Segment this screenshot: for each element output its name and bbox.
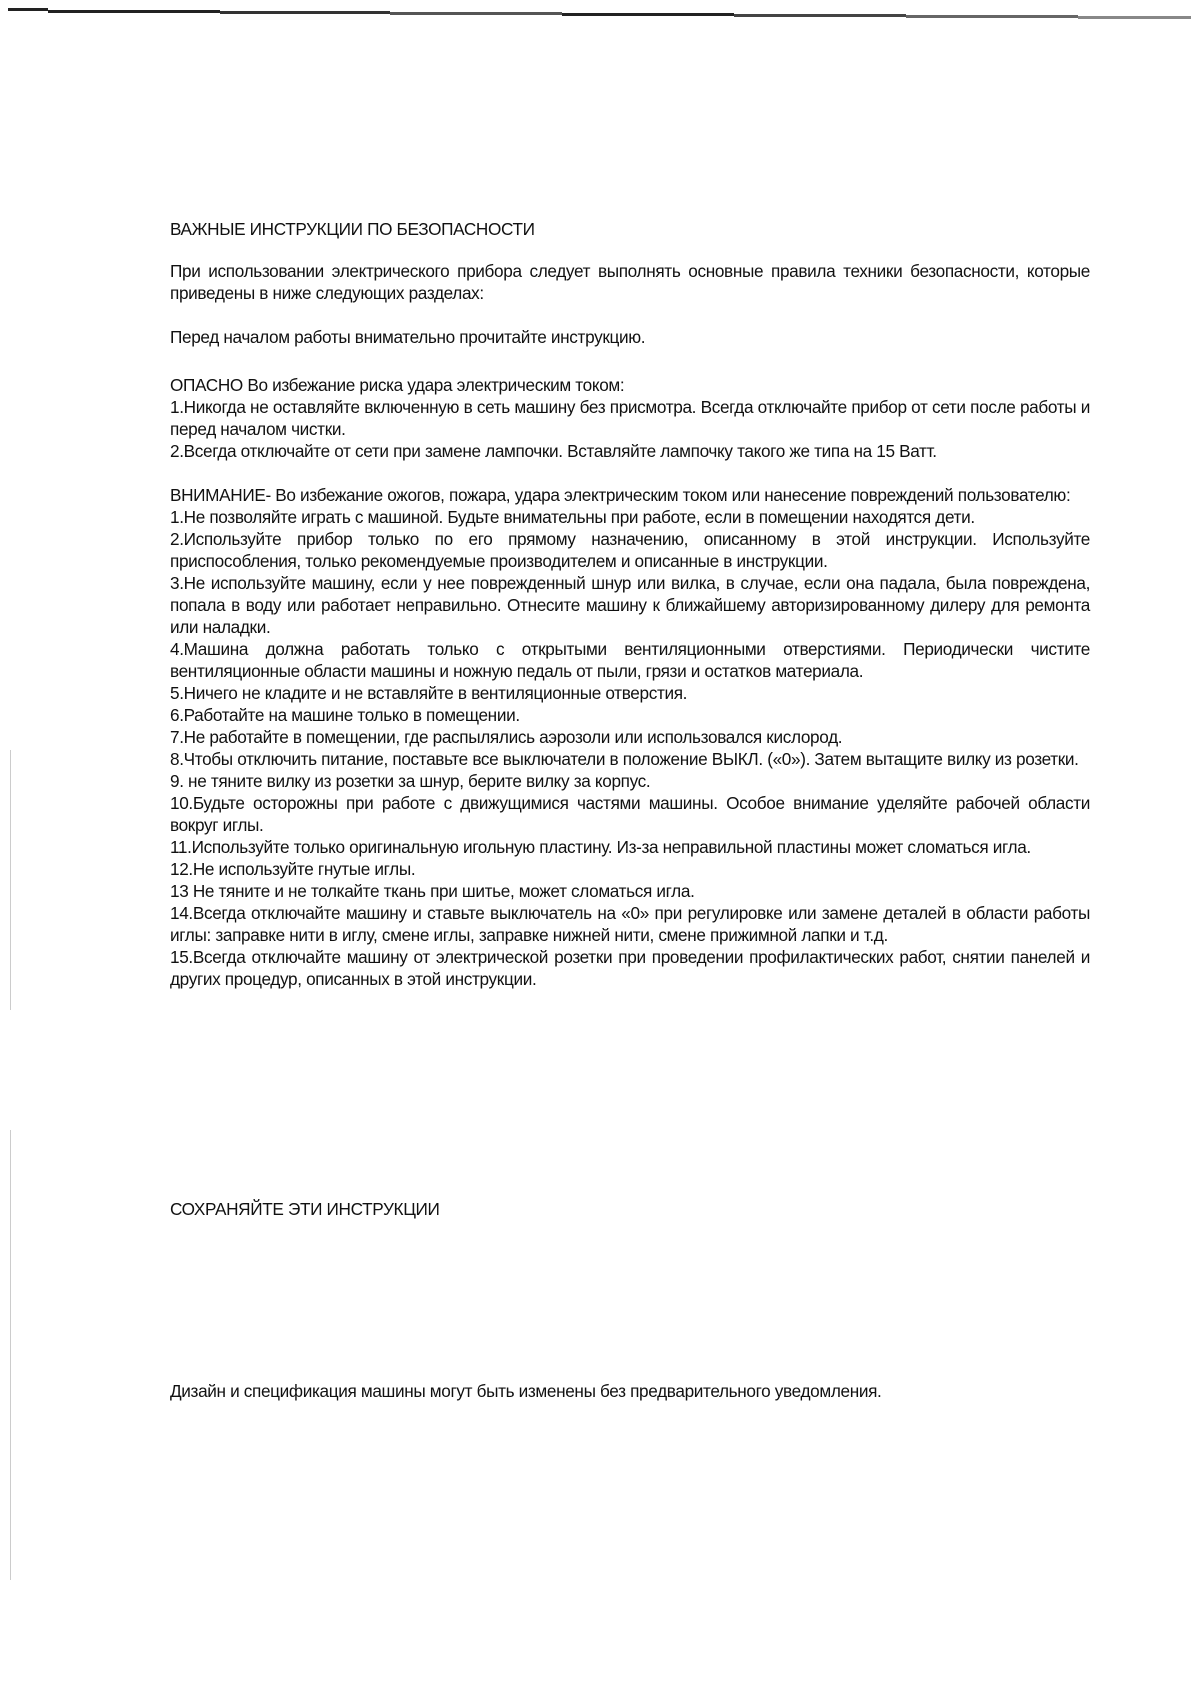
scan-margin-mark: [10, 750, 11, 1010]
warning-item: 14.Всегда отключайте машину и ставьте выключатель на «0» при регулировке или замене деталей в области работы иглы: заправке нити в иглу, смене иглы, заправке нижней нити, смене прижимной лапки и т.д.: [170, 903, 1090, 945]
warning-item: 13 Не тяните и не толкайте ткань при шитье, может сломаться игла.: [170, 881, 695, 901]
intro-paragraph: При использовании электрического прибора следует выполнять основные правила техники безопасности, которые приведены в ниже следующих разделах:: [170, 261, 1090, 303]
warning-item: 5.Ничего не кладите и не вставляйте в вентиляционные отверстия.: [170, 683, 688, 703]
warning-item: 9. не тяните вилку из розетки за шнур, берите вилку за корпус.: [170, 771, 651, 791]
scan-margin-mark: [10, 1130, 11, 1580]
warning-item: 11.Используйте только оригинальную игольную пластину. Из-за неправильной пластины может сломаться игла.: [170, 837, 1031, 857]
danger-section: [170, 374, 1090, 462]
warning-item: 10.Будьте осторожны при работе с движущимися частями машины. Особое внимание уделяйте рабочей области вокруг иглы.: [170, 793, 1090, 835]
warning-item: 4.Машина должна работать только с открытыми вентиляционными отверстиями. Периодически чистите вентиляционные области машины и ножную педаль от пыли, грязи и остатков материала.: [170, 639, 1090, 681]
save-instructions-notice: СОХРАНЯЙТЕ ЭТИ ИНСТРУКЦИИ: [170, 1199, 440, 1219]
warning-item: 6.Работайте на машине только в помещении.: [170, 705, 520, 725]
danger-heading: ОПАСНО Во избежание риска удара электрическим током:: [170, 375, 625, 395]
page-title: ВАЖНЫЕ ИНСТРУКЦИИ ПО БЕЗОПАСНОСТИ: [170, 219, 535, 239]
warning-section: [170, 484, 1090, 990]
danger-item: 2.Всегда отключайте от сети при замене лампочки. Вставляйте лампочку такого же типа на 15 Ватт.: [170, 441, 937, 461]
warning-item: 7.Не работайте в помещении, где распылялись аэрозоли или использовался кислород.: [170, 727, 843, 747]
warning-item: 8.Чтобы отключить питание, поставьте все выключатели в положение ВЫКЛ. («0»). Затем вытащите вилку из розетки.: [170, 749, 1079, 769]
warning-item: 15.Всегда отключайте машину от электрической розетки при проведении профилактических работ, снятии панелей и других процедур, описанных в этой инструкции.: [170, 947, 1090, 989]
warning-item: 3.Не используйте машину, если у нее поврежденный шнур или вилка, в случае, если она падала, была повреждена, попала в воду или работает неправильно. Отнесите машину к ближайшему авторизированному дилеру для ремонта или наладки.: [170, 573, 1090, 637]
warning-item: 12.Не используйте гнутые иглы.: [170, 859, 416, 879]
danger-item: 1.Никогда не оставляйте включенную в сеть машину без присмотра. Всегда отключайте прибор от сети после работы и перед началом чистки.: [170, 397, 1090, 439]
warning-heading: ВНИМАНИЕ- Во избежание ожогов, пожара, удара электрическим током или нанесение повреждений пользователю:: [170, 485, 1071, 505]
warning-item: 2.Используйте прибор только по его прямому назначению, описанному в этой инструкции. Используйте приспособления, только рекомендуемые производителем и описанные в инструкции.: [170, 529, 1090, 571]
warning-item: 1.Не позволяйте играть с машиной. Будьте внимательны при работе, если в помещении находятся дети.: [170, 507, 975, 527]
read-instructions-note: Перед началом работы внимательно прочитайте инструкцию.: [170, 327, 646, 347]
design-change-notice: Дизайн и спецификация машины могут быть изменены без предварительного уведомления.: [170, 1381, 882, 1401]
